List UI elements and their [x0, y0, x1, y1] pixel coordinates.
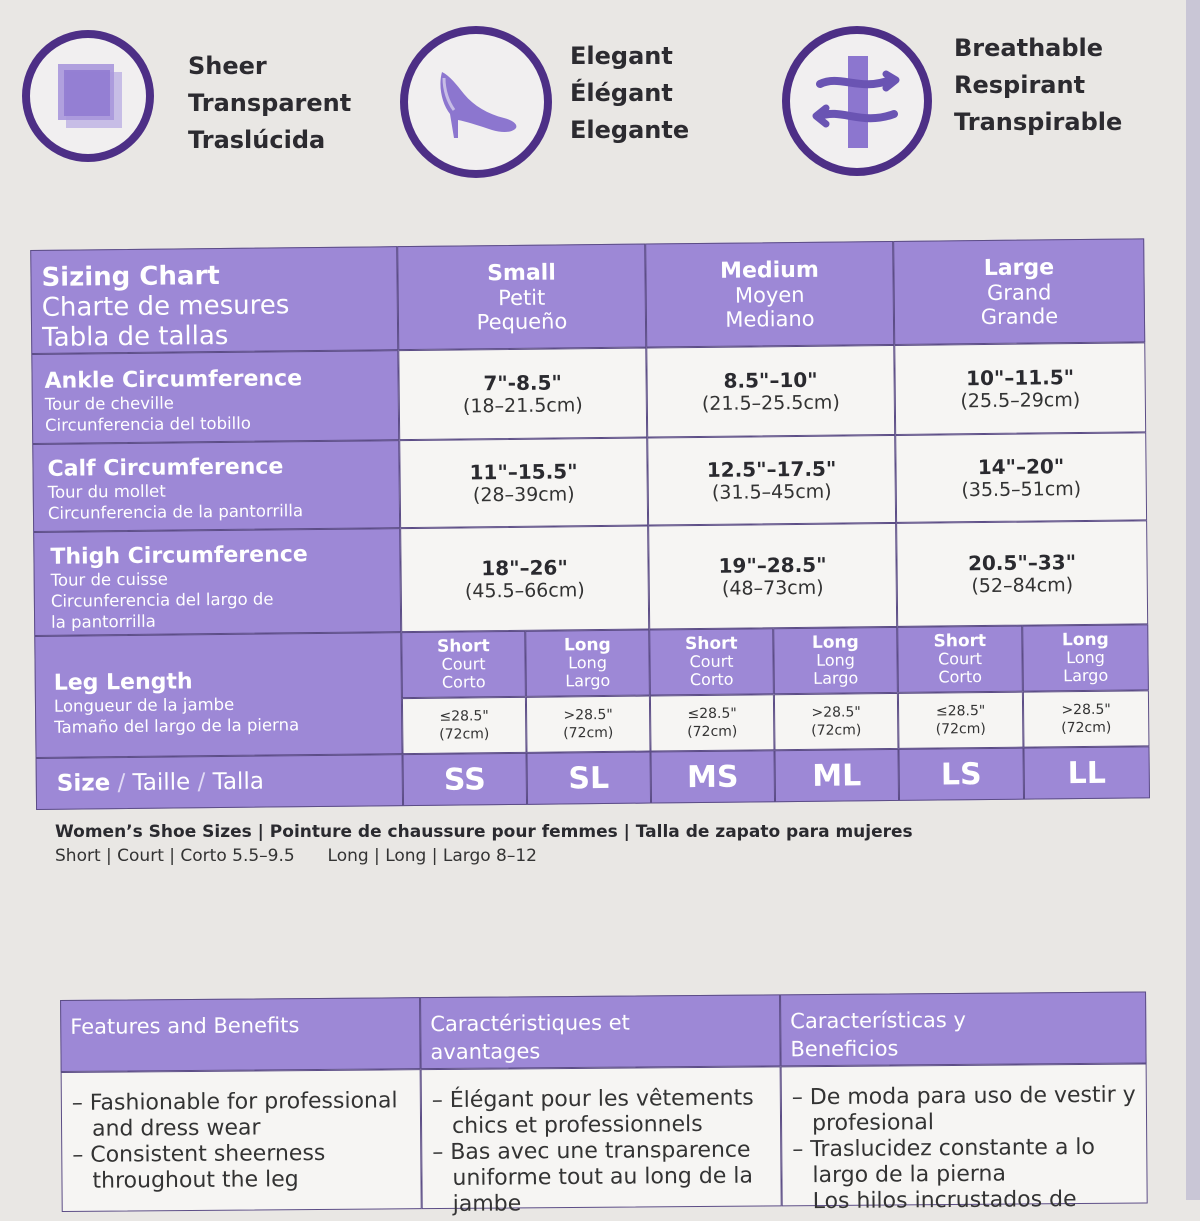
thigh-label-es-1: Circunferencia del largo de [50, 589, 274, 611]
leg-short-es: Corto [938, 667, 983, 687]
shoe-sizes-short: Short | Court | Corto 5.5–9.5 [55, 846, 295, 866]
size-code-sl-text: SL [568, 760, 610, 796]
calf-label-es: Circunferencia de la pantorrilla [47, 501, 304, 523]
leg-long-in: >28.5" [811, 704, 861, 721]
benefits-header-es [780, 991, 1147, 1066]
size-header-large-fr: Grand [986, 279, 1052, 305]
box-edge [1186, 0, 1200, 1200]
ankle-label-es: Circunferencia del tobillo [44, 413, 251, 435]
size-label-sep: / [110, 769, 133, 797]
size-header-medium-en: Medium [719, 257, 819, 284]
feature-elegant-en: Elegant [570, 42, 673, 70]
feature-breathable [782, 22, 1142, 172]
benefit-item: – De moda para uso de vestir y profesional [791, 1082, 1136, 1137]
ankle-medium [646, 345, 895, 438]
airflow-icon [790, 34, 924, 168]
feature-sheer-en: Sheer [188, 52, 267, 80]
breathable-icon-circle [782, 26, 932, 176]
size-code-ml [774, 749, 899, 802]
leg-long-cm: (72cm) [811, 722, 862, 739]
leg-short-en: Short [437, 636, 490, 657]
calf-small [399, 438, 648, 529]
size-header-large-en: Large [983, 254, 1055, 281]
calf-small-in: 11"–15.5" [469, 459, 578, 485]
feature-elegant-text [570, 38, 689, 149]
calf-label-fr: Tour du mollet [47, 481, 166, 502]
size-code-ml-text: ML [812, 757, 862, 794]
leg-long-small-value [526, 696, 651, 753]
size-header-medium-fr: Moyen [734, 282, 805, 308]
leg-short-small-value [402, 697, 527, 754]
size-code-ls [898, 748, 1024, 801]
leg-short-large [897, 626, 1023, 693]
shoe-sizes-long: Long | Long | Largo 8–12 [327, 846, 537, 866]
benefits-list-es [781, 1063, 1148, 1215]
calf-small-cm: (28–39cm) [472, 483, 575, 507]
feature-breathable-text [954, 30, 1122, 141]
ankle-small-cm: (18–21.5cm) [462, 394, 583, 418]
chart-title-en: Sizing Chart [41, 261, 220, 293]
leg-long-cm: (72cm) [563, 724, 614, 742]
feature-sheer-text [188, 48, 351, 159]
calf-label-en: Calf Circumference [47, 454, 284, 482]
ankle-small-in: 7"-8.5" [483, 370, 563, 396]
benefit-item: – Fashionable for professional and dress wear [71, 1088, 398, 1142]
thigh-large-in: 20.5"–33" [967, 550, 1077, 576]
benefit-item: – Traslucidez constante a lo largo de la pierna [792, 1134, 1096, 1189]
leg-long-es: Largo [1063, 665, 1109, 686]
leg-short-es: Corto [441, 672, 486, 692]
size-header-medium [645, 241, 894, 348]
benefits-list-fr [421, 1066, 782, 1217]
leg-long-medium [773, 627, 898, 694]
ankle-large-in: 10"–11.5" [965, 365, 1075, 391]
leg-long-fr: Long [816, 650, 856, 670]
leg-short-fr: Court [937, 649, 983, 669]
benefit-item: – Élégant pour les vêtements chics et professionnels [431, 1085, 754, 1139]
leg-label-fr: Longueur de la jambe [53, 694, 235, 716]
size-header-small [397, 244, 646, 351]
feature-elegant-fr: Élégant [570, 79, 673, 107]
ankle-large [894, 342, 1146, 435]
size-code-ll [1023, 746, 1150, 799]
size-code-ss [403, 753, 528, 806]
benefits-header-fr-line1: Caractéristiques et [430, 1010, 630, 1037]
size-label-es: Talla [212, 768, 265, 796]
benefits-header-es-line2: Beneficios [790, 1036, 899, 1062]
leg-long-en: Long [1061, 629, 1109, 651]
leg-long-en: Long [563, 634, 611, 656]
leg-long-es: Largo [565, 670, 611, 691]
thigh-row-label [33, 528, 401, 636]
sizing-chart-title [30, 246, 398, 354]
feature-elegant [400, 22, 720, 172]
ankle-medium-cm: (21.5–25.5cm) [701, 391, 840, 415]
leg-short-fr: Court [441, 654, 486, 674]
benefit-item: – Bas avec une transparence uniforme tout au long de la jambe [432, 1137, 754, 1217]
size-header-small-fr: Petit [498, 285, 546, 310]
thigh-small [400, 526, 649, 633]
chart-title-fr: Charte de mesures [41, 290, 290, 323]
leg-long-es: Largo [813, 668, 859, 688]
leg-long-in: >28.5" [1061, 701, 1111, 719]
calf-large-cm: (35.5–51cm) [961, 478, 1082, 502]
leg-long-large [1022, 624, 1149, 691]
size-header-large-es: Grande [980, 303, 1059, 329]
chart-title-es: Tabla de tallas [41, 320, 229, 353]
feature-breathable-en: Breathable [954, 34, 1104, 62]
leg-short-cm: (72cm) [687, 723, 738, 741]
size-code-ms-text: MS [686, 759, 739, 795]
thigh-label-es-2: la pantorrilla [51, 611, 156, 632]
benefits-header-es-line1: Características y [790, 1007, 967, 1034]
feature-breathable-es: Transpirable [954, 108, 1123, 136]
leg-long-en: Long [811, 632, 859, 653]
leg-long-large-value [1023, 690, 1150, 747]
calf-medium [647, 435, 896, 526]
ankle-row-label [31, 350, 399, 444]
size-label-sep: / [190, 769, 213, 796]
calf-row-label [32, 440, 400, 532]
leg-short-small [401, 631, 526, 698]
feature-elegant-es: Elegante [570, 116, 690, 144]
size-label-fr: Taille [132, 769, 191, 796]
leg-long-fr: Long [568, 652, 608, 673]
thigh-small-in: 18"–26" [481, 555, 568, 581]
elegant-icon-circle [400, 26, 552, 178]
calf-large-in: 14"–20" [977, 454, 1065, 480]
size-header-large [893, 238, 1145, 345]
leg-label-en: Leg Length [53, 669, 193, 696]
size-code-ms [650, 750, 775, 803]
benefit-item: Los hilos incrustados de [812, 1187, 1077, 1215]
thigh-small-cm: (45.5–66cm) [464, 579, 585, 603]
leg-short-in: ≤28.5" [439, 708, 489, 725]
leg-label-es: Tamaño del largo de la pierna [54, 715, 300, 737]
sheer-squares-icon [30, 38, 146, 154]
size-code-sl [527, 752, 652, 805]
size-code-ss-text: SS [443, 761, 486, 798]
thigh-medium-cm: (48–73cm) [721, 576, 824, 600]
sheer-icon-circle [22, 30, 154, 162]
benefits-header-fr-line2: avantages [430, 1039, 541, 1065]
size-row-label [36, 754, 404, 810]
ankle-small [398, 348, 647, 441]
benefits-header-en-text: Features and Benefits [70, 1013, 300, 1039]
thigh-large [896, 520, 1148, 627]
feature-sheer [22, 22, 362, 172]
leg-short-cm: (72cm) [935, 721, 986, 738]
size-header-small-en: Small [486, 259, 556, 286]
leg-short-medium-value [650, 694, 775, 751]
thigh-medium-in: 19"–28.5" [718, 552, 827, 578]
shoe-sizes [55, 822, 913, 866]
feature-sheer-fr: Transparent [188, 89, 352, 117]
leg-short-in: ≤28.5" [935, 703, 986, 720]
sizing-chart [30, 218, 1150, 812]
calf-large [895, 432, 1147, 523]
thigh-label-en: Thigh Circumference [50, 542, 308, 570]
size-header-medium-es: Mediano [725, 306, 815, 332]
leg-short-in: ≤28.5" [687, 705, 737, 723]
benefits-header-en [60, 997, 421, 1072]
features-benefits-table [60, 983, 1148, 1217]
leg-short-fr: Court [689, 651, 734, 672]
shoe-sizes-title: Women’s Shoe Sizes | Pointure de chaussure pour femmes | Talla de zapato para mujeres [55, 822, 913, 842]
calf-medium-cm: (31.5–45cm) [711, 480, 832, 504]
size-code-ll-text: LL [1067, 755, 1107, 791]
leg-long-small [525, 630, 650, 697]
benefits-header-fr [420, 994, 781, 1069]
leg-long-in: >28.5" [563, 706, 613, 724]
size-code-ls-text: LS [940, 756, 982, 792]
thigh-medium [648, 523, 897, 630]
leg-length-label [34, 632, 402, 758]
shoe-sizes-values [55, 846, 913, 866]
leg-short-medium [649, 628, 774, 695]
size-header-small-es: Pequeño [476, 308, 568, 334]
leg-short-es: Corto [689, 669, 734, 690]
ankle-large-cm: (25.5–29cm) [960, 389, 1081, 413]
feature-sheer-es: Traslúcida [188, 126, 326, 154]
ankle-label-fr: Tour de cheville [44, 393, 174, 414]
thigh-large-cm: (52–84cm) [971, 574, 1074, 598]
leg-long-medium-value [774, 693, 899, 750]
benefits-list-en [61, 1069, 422, 1212]
benefit-item: – Consistent sheerness throughout the leg [72, 1140, 326, 1194]
leg-long-fr: Long [1066, 647, 1105, 668]
ankle-label-en: Ankle Circumference [44, 366, 303, 394]
leg-short-en: Short [684, 633, 738, 655]
leg-short-cm: (72cm) [439, 726, 490, 743]
leg-short-en: Short [933, 631, 987, 652]
high-heel-icon [408, 34, 544, 170]
feature-breathable-fr: Respirant [954, 71, 1086, 99]
ankle-medium-in: 8.5"–10" [723, 367, 818, 393]
leg-short-large-value [898, 692, 1024, 749]
size-label-en: Size [56, 770, 111, 797]
leg-long-cm: (72cm) [1061, 719, 1112, 737]
thigh-label-fr: Tour de cuisse [50, 569, 168, 590]
calf-medium-in: 12.5"–17.5" [706, 456, 837, 482]
